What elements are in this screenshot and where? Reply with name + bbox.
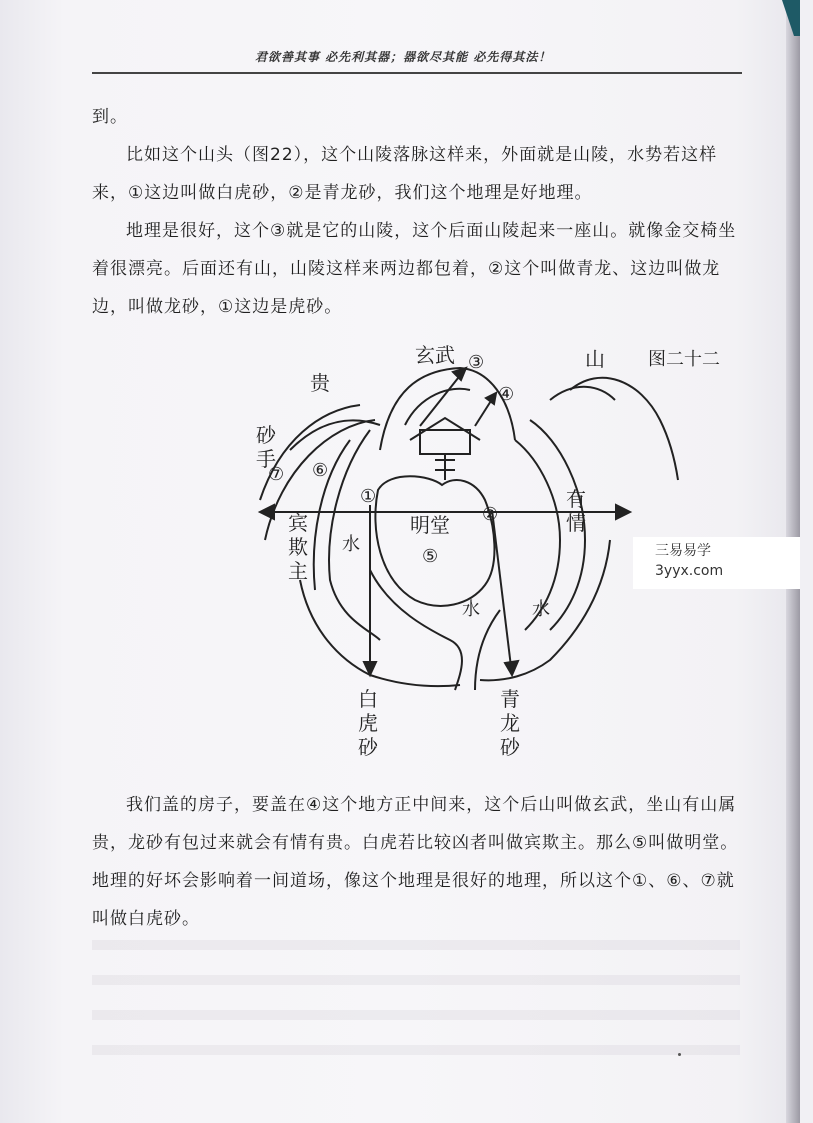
label-shui-left: 水 [342, 534, 360, 555]
label-qinglong-sha: 砂 [500, 735, 520, 759]
label-c2: ② [482, 504, 499, 525]
label-c5: ⑤ [422, 546, 439, 567]
label-zhu: 主 [288, 559, 308, 583]
label-xuanwu: 玄武 [415, 343, 455, 367]
figure-caption: 图二十二 [648, 349, 720, 370]
bleed-through-line [92, 1010, 740, 1020]
label-qi: 欺 [288, 535, 308, 559]
bleed-through-line [92, 1045, 740, 1055]
header-rule [92, 72, 742, 74]
site-watermark [633, 537, 800, 589]
paragraph-continuation: 到。 [92, 107, 128, 127]
label-hu: 虎 [358, 711, 378, 735]
back-mountain [380, 368, 515, 450]
label-shan: 山 [585, 347, 605, 371]
page-mark [678, 1053, 681, 1056]
far-mountain [570, 378, 678, 480]
label-shui-mid: 水 [462, 599, 480, 620]
label-sha: 砂 [256, 423, 276, 447]
paragraph-3: 我们盖的房子，要盖在④这个地方正中间来，这个后山叫做玄武，坐山有山属贵，龙砂有包过来就会有情有贵。白虎若比较凶者叫做宾欺主。那么⑤叫做明堂。地理的好坏会影响着一间道场，像这个地理是很好的地理，所以这个①、⑥、⑦就叫做白虎砂。 [92, 795, 739, 929]
bleed-through-line [92, 940, 740, 950]
label-c3: ③ [468, 352, 485, 373]
label-qing: 情 [566, 511, 586, 535]
label-baihu-sha: 砂 [358, 735, 378, 759]
house-icon [420, 430, 470, 454]
bleed-through-line [92, 975, 740, 985]
label-c7: ⑦ [268, 464, 285, 485]
label-you: 有 [566, 487, 586, 511]
label-qing2: 青 [500, 687, 520, 711]
label-c1: ① [360, 486, 377, 507]
watermark-name: 三易易学 [655, 543, 711, 559]
label-gui: 贵 [310, 371, 330, 395]
paragraph-1: 比如这个山头（图22），这个山陵落脉这样来，外面就是山陵，水势若这样来，①这边叫做白虎砂，②是青龙砂，我们这个地理是好地理。 [92, 145, 718, 203]
label-mingtang: 明堂 [410, 513, 450, 537]
paragraph-2: 地理是很好，这个③就是它的山陵，这个后面山陵起来一座山。就像金交椅坐着很漂亮。后面还有山，山陵这样来两边都包着，②这个叫做青龙、这边叫做龙边，叫做龙砂，①这边是虎砂。 [92, 221, 737, 317]
label-c4: ④ [498, 384, 515, 405]
book-cover-corner [770, 0, 800, 36]
label-shui-right: 水 [532, 599, 550, 620]
label-c6: ⑥ [312, 460, 329, 481]
running-head: 君欲善其事 必先利其器；器欲尽其能 必先得其法！ [255, 50, 552, 64]
label-bin: 宾 [288, 511, 308, 535]
label-shou: 手 [256, 447, 276, 471]
label-long: 龙 [500, 711, 520, 735]
watermark-site: 3yyx.com [655, 563, 724, 579]
mingtang-basin [375, 476, 494, 606]
label-bai: 白 [358, 687, 378, 711]
